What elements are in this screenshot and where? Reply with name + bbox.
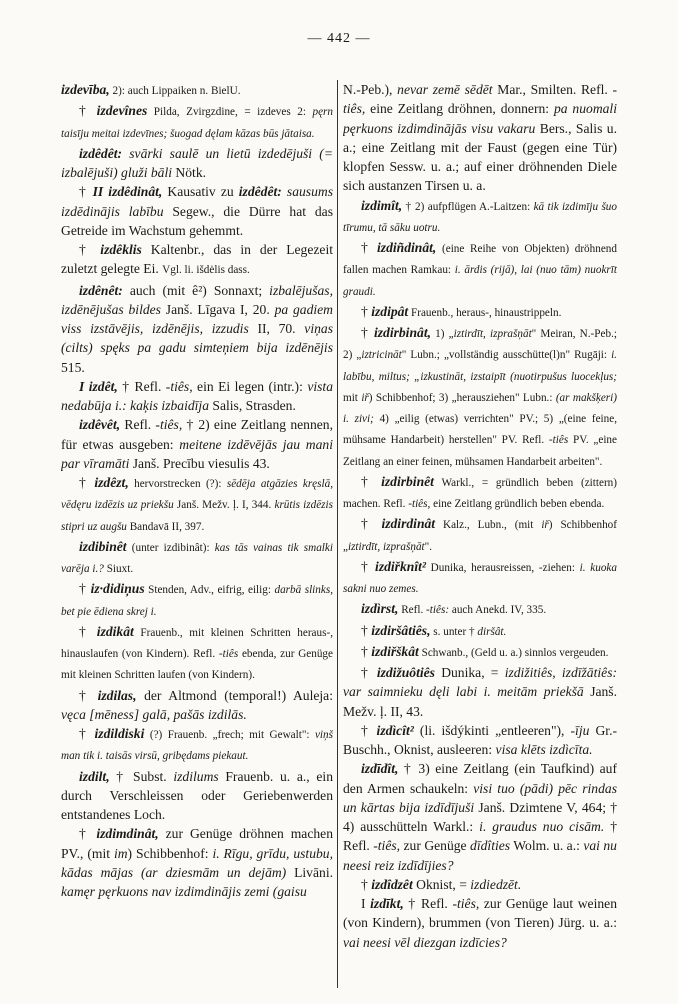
headword: izdibinêt bbox=[79, 538, 127, 554]
headword: izdêdêt: bbox=[238, 184, 282, 200]
entry-text: viņas (cilts) spęks pa gadu simteņiem bija izdēnējis bbox=[61, 321, 333, 356]
entry-text: Kausativ zu bbox=[162, 184, 239, 200]
entry-text: † 2) eine Zeitlang nennen, für etwas ausgeben: bbox=[61, 417, 333, 452]
entry-text: ebenda, zur Genüge mit kleinen Schritten laufen (von Kindern). bbox=[61, 648, 333, 682]
headword: izdirdinât bbox=[381, 516, 436, 532]
entry-text: † Subst. bbox=[109, 768, 174, 784]
entry-text: † bbox=[79, 242, 101, 257]
headword: izdimît, bbox=[361, 197, 403, 213]
headword: izdìcît² bbox=[376, 722, 414, 738]
entry-text: Schwanb., (Geld u. a.) sinnlos vergeuden. bbox=[418, 646, 609, 659]
entry-text: Livāni. bbox=[286, 864, 333, 880]
dictionary-entry bbox=[343, 599, 617, 620]
headword: izdižuôtiês bbox=[376, 665, 435, 680]
entry-text: † Refl. - bbox=[343, 819, 617, 854]
dictionary-entry bbox=[61, 80, 333, 101]
entry-text: † bbox=[361, 240, 377, 255]
entry-text: der Altmond (temporal!) Auleja: bbox=[136, 687, 333, 703]
dictionary-entry bbox=[61, 686, 333, 725]
dictionary-entry bbox=[61, 537, 333, 580]
headword: izdiřškât bbox=[371, 643, 419, 659]
headword: izdiršâtiês, bbox=[371, 622, 431, 638]
dictionary-entry bbox=[61, 579, 333, 622]
entry-text: Wolm. u. a.: bbox=[510, 838, 584, 854]
dictionary-entry bbox=[343, 514, 617, 557]
entry-text: Janš. Precību viesulis 43. bbox=[129, 455, 270, 471]
entry-text: Dunika, = bbox=[434, 665, 505, 680]
entry-text: † bbox=[79, 623, 97, 639]
entry-text: var saimnieku dęli labi i. meitām priekšā bbox=[343, 684, 584, 700]
headword: izdiřknît² bbox=[375, 558, 426, 574]
entry-text: † bbox=[361, 473, 382, 489]
entry-text: Refl. - bbox=[398, 604, 430, 617]
entry-text: " Lubn.; „vollständig ausschütte(l)n" Rugāji: bbox=[401, 349, 612, 362]
entry-text: eine Zeitlang dröhnen, donnern: bbox=[365, 101, 554, 117]
entry-text: vista nedabūja i.: kaķis izbaidīja bbox=[61, 378, 333, 413]
entry-text: iř bbox=[361, 391, 369, 404]
entry-text: zur Genüge laut weinen (von Kindern), brummen (von Tieren) Jürg. u. a.: bbox=[343, 896, 617, 931]
entry-text: dīdîties bbox=[470, 838, 511, 854]
headword: izdīdît, bbox=[361, 761, 399, 777]
entry-text: Siuxt. bbox=[103, 563, 134, 575]
entry-text: Janš. Mežv. ļ. II, 43. bbox=[343, 684, 617, 719]
entry-text: diršât. bbox=[477, 625, 507, 638]
entry-text: PV. „eine Zeitlang an einer feinen, mühsamen Handarbeit arbeiten". bbox=[343, 434, 617, 468]
entry-text: Janš. Līgava I, 20. bbox=[160, 301, 275, 317]
entry-text: sēdēja atgāzies kręslā, vēdęru izdēzis uz priekšu bbox=[61, 478, 333, 512]
headword: izdipât bbox=[371, 303, 409, 319]
dictionary-entry bbox=[61, 767, 333, 825]
column-divider bbox=[337, 80, 338, 988]
entry-text: (ar makšķeri) i. zivi; bbox=[343, 391, 617, 425]
entry-text: † bbox=[361, 876, 372, 892]
entry-text: Frauenb., heraus-, hinaustrippeln. bbox=[408, 306, 562, 319]
entry-text: i. labību, miltus; „izkustināt, izstaipīt (nuotirpušus luocekļus; bbox=[343, 349, 617, 383]
entry-text: Refl. - bbox=[120, 417, 160, 433]
entry-text: Kaltenbr., das in der Legezeit zuletzt gelegte Ei. bbox=[61, 242, 333, 277]
dictionary-entry bbox=[343, 472, 617, 515]
entry-text: Kalz., Lubn., (mit bbox=[435, 519, 542, 532]
entry-text: ". bbox=[424, 540, 433, 553]
entry-text: 4) „eilig (etwas) verrichten" PV.; 5) „(eine feine, mühsame Handarbeit) herstellen" PV. Refl. - bbox=[343, 413, 617, 447]
headword: iz·didiņus bbox=[90, 581, 145, 597]
entry-text: visa klēts izdìcīta. bbox=[495, 742, 593, 757]
entry-text: im bbox=[113, 845, 128, 861]
dictionary-entry bbox=[61, 182, 333, 240]
entry-text: iř bbox=[541, 519, 549, 532]
entry-text: mit bbox=[343, 391, 362, 404]
entry-text: Janš. Mežv. ļ. I, 344. bbox=[173, 499, 275, 512]
entry-text: auch Anekd. IV, 335. bbox=[449, 604, 547, 617]
entry-text: zur Genüge bbox=[400, 838, 471, 854]
entry-text: vai neesi vēl diezgan izdīcies? bbox=[343, 934, 507, 950]
entry-text: I bbox=[361, 896, 371, 911]
entry-text: tiês, bbox=[411, 498, 431, 510]
dictionary-entry bbox=[343, 721, 617, 760]
entry-text: tiês, bbox=[159, 417, 183, 433]
entry-text: hervorstrecken (?): bbox=[128, 478, 227, 490]
entry-text: 1) „ bbox=[431, 328, 454, 340]
headword: izdilas, bbox=[97, 687, 137, 703]
entry-text: kas tās vainas tik smalki varēja i.? bbox=[61, 541, 333, 575]
entry-text: † 3) eine Zeitlang (ein Taufkind) auf den Armen schaukeln: bbox=[343, 761, 617, 796]
entry-text: † bbox=[79, 103, 97, 119]
entry-text: izdilums bbox=[173, 768, 219, 784]
entry-text: ) Schibbenhof: bbox=[127, 845, 213, 861]
entry-text: tiês, bbox=[377, 838, 401, 854]
entry-text: Dunika, herausreissen, -ziehen: bbox=[425, 561, 580, 574]
entry-text: ) Schibbenhof; 3) „herausziehen" Lubn.: bbox=[368, 391, 556, 404]
entry-text: izdižitiês, izdīžātiês: bbox=[504, 665, 617, 680]
dictionary-entry bbox=[61, 240, 333, 281]
dictionary-entry bbox=[61, 144, 333, 183]
entry-text: kamęr pęrkuons nav izdimdinājis zemi (gaisu bbox=[61, 884, 307, 899]
entry-text: iztricināt bbox=[361, 349, 402, 362]
entry-text: † Refl. - bbox=[403, 896, 457, 911]
entry-text: 2): auch Lippaiken n. BielU. bbox=[109, 85, 241, 97]
entry-text: † Refl. - bbox=[117, 378, 171, 394]
dictionary-entry bbox=[61, 415, 333, 473]
entry-text: i. Rīgu, grīdu, ustubu, kādas mājas (ar dziesmām un dejām) bbox=[61, 845, 333, 880]
entry-text: visi tuo (pādi) pēc rindas un kārtas bija izdīdījuši bbox=[343, 780, 617, 815]
entry-text: izbalējušas, izdēnējušas bildes bbox=[61, 282, 333, 317]
headword: izdêklis bbox=[100, 242, 142, 257]
entry-text: krūtis izdēzis stipri uz augšu bbox=[61, 499, 333, 533]
entry-text: pa nuomali pęrkuons izdimdinājās visu vakaru bbox=[343, 101, 617, 136]
entry-text: † bbox=[361, 622, 372, 638]
entry-text: ) Schibbenhof „ bbox=[343, 519, 617, 553]
headword: izdîdzêt bbox=[371, 876, 413, 892]
headword: izdênêt: bbox=[79, 282, 123, 298]
entry-text: † bbox=[79, 184, 93, 200]
entry-text: Warkl., = gründlich beben (zittern) machen. Refl. - bbox=[343, 476, 617, 510]
entry-text: Bers., Salis u. a.; eine Zeitlang mit der Faust (gegen eine Tür) klopfen Sessw. u. a.; auf einer dröhnenden Diele sich austanzen Tirsen u. a. bbox=[343, 120, 617, 194]
page-number: — 442 — bbox=[307, 31, 371, 46]
entry-text: Frauenb. u. a., ein durch Verschleissen oder Geriebenwerden entstandenes Loch. bbox=[61, 768, 333, 822]
entry-text: vai nu neesi reiz izdīdījies? bbox=[343, 838, 617, 873]
entry-text: † bbox=[361, 722, 377, 738]
entry-text: Salis, Strasden. bbox=[209, 398, 296, 413]
entry-text: i. kuoka sakni nuo zemes. bbox=[343, 561, 617, 595]
headword: izdevînes bbox=[96, 103, 148, 119]
entry-text: Pilda, Zvirgzdine, = izdeves 2: bbox=[147, 106, 313, 119]
entry-text: vęca [mēness] galā, pašās izdilās. bbox=[61, 706, 247, 722]
entry-text: (?) Frauenb. „frech; mit Gewalt": bbox=[144, 729, 315, 741]
headword: izdīkt, bbox=[370, 896, 404, 911]
entry-text: (li. išdýkinti „entleeren"), - bbox=[413, 722, 576, 738]
entry-text: † bbox=[361, 303, 372, 319]
entry-text: Mar., Smilten. Refl. - bbox=[492, 82, 617, 97]
entry-text: II, 70. bbox=[248, 321, 305, 336]
entry-text: (eine Reihe von Objekten) dröhnend fallen machen Ramkau: bbox=[343, 243, 617, 277]
entry-text: pa gadiem viss izstāvējis, izdēnējis, izzudis bbox=[61, 301, 333, 336]
dictionary-entry bbox=[61, 473, 333, 537]
entry-text: Oknist, = bbox=[412, 876, 471, 892]
entry-text: darbā slinks, bet pie ēdiena skrej i. bbox=[61, 584, 333, 618]
dictionary-entry bbox=[343, 621, 617, 642]
dictionary-entry bbox=[343, 894, 617, 952]
entry-text: iztirdīt, izprašņāt bbox=[347, 540, 425, 553]
entry-text: viņš man tik i. taisās virsū, gribędams piekaut. bbox=[61, 729, 333, 763]
headword: izdìrst, bbox=[361, 601, 399, 617]
dictionary-entry bbox=[343, 875, 617, 894]
dictionary-entry bbox=[61, 824, 333, 901]
entry-text: tiês: bbox=[429, 604, 450, 617]
entry-text: kā tik izdimīju šuo tīrumu, tā sāku uotru. bbox=[343, 200, 617, 234]
headword: izdiñdinât, bbox=[377, 240, 437, 255]
entry-text: meitene izdēvējās jau mani par vīramāti bbox=[61, 436, 333, 471]
entry-text: svārki saulē un lietū izdedējuši (= izbalējuši) gluži bāli bbox=[61, 145, 333, 180]
entry-text: † bbox=[79, 726, 95, 741]
entry-text: Bandavā II, 397. bbox=[126, 520, 205, 533]
entry-text: † bbox=[79, 581, 91, 597]
entry-text: tiês, bbox=[170, 378, 193, 394]
entry-text: tiês bbox=[552, 434, 569, 447]
entry-text: eine Zeitlang gründlich beben ebenda. bbox=[430, 498, 605, 510]
entry-text: pęrn taisīju meitai izdevīnes; šuogad dęlam kāzas būs jātaisa. bbox=[61, 106, 333, 140]
dictionary-entry bbox=[343, 557, 617, 600]
entry-text: † bbox=[361, 516, 382, 532]
headword: izdêzt, bbox=[94, 475, 129, 490]
headword: izdevība, bbox=[61, 82, 110, 97]
entry-text: iztirdīt, izprašņāt bbox=[453, 328, 532, 340]
dictionary-entry bbox=[343, 302, 617, 323]
dictionary-entry bbox=[61, 622, 333, 686]
entry-text: tiês, bbox=[343, 101, 366, 117]
headword: izdimdinât, bbox=[96, 826, 159, 842]
entry-text: Stenden, Adv., eifrig, eilig: bbox=[144, 584, 275, 597]
headword: izdirbinêt bbox=[381, 473, 434, 489]
dictionary-entry bbox=[61, 281, 333, 377]
entry-text: Vgl. li. išdėlis dass. bbox=[162, 264, 250, 277]
entry-text: Nötk. bbox=[172, 165, 207, 180]
entry-text: N.-Peb.), bbox=[343, 82, 398, 97]
entry-text: † bbox=[361, 558, 376, 574]
entry-text: izdiedzēt. bbox=[470, 876, 522, 892]
entry-text: i. ārdis (rijā), lai (nuo tām) nuokrīt graudi. bbox=[343, 264, 617, 298]
entry-text: † bbox=[361, 665, 377, 680]
entry-text: tiês, bbox=[456, 896, 480, 911]
entry-text: Gr.-Buschh., Oknist, ausleeren: bbox=[343, 722, 617, 757]
headword: izdildiski bbox=[94, 726, 145, 741]
entry-text: Janš. Dzimtene V, 464; † 4) ausschütteln Warkl.: bbox=[343, 799, 617, 834]
entry-text: † bbox=[79, 475, 95, 490]
entry-text: " Meiran, N.-Peb.; 2) „ bbox=[343, 328, 617, 362]
entry-text: zur Genüge dröhnen machen PV., (mit bbox=[61, 826, 333, 861]
entry-text: i. graudus nuo cisām. bbox=[479, 819, 605, 834]
dictionary-entry bbox=[343, 238, 617, 302]
entry-text: tiês bbox=[222, 648, 239, 660]
left-column bbox=[61, 80, 333, 994]
headword: izdêvêt, bbox=[79, 417, 121, 433]
dictionary-entry bbox=[61, 101, 333, 144]
entry-text: auch (mit ê²) Sonnaxt; bbox=[122, 282, 270, 298]
dictionary-entry bbox=[343, 663, 617, 721]
dictionary-entry bbox=[343, 196, 617, 239]
entry-text: sausums izdēdinājis labību bbox=[61, 184, 333, 219]
headword: II izdêdinât, bbox=[92, 184, 163, 200]
entry-text: 515. bbox=[61, 359, 85, 375]
entry-text: † bbox=[79, 826, 97, 842]
dictionary-entry bbox=[343, 642, 617, 663]
entry-text: † bbox=[361, 643, 372, 659]
entry-text: † bbox=[361, 325, 374, 340]
headword: izdirbinât, bbox=[373, 325, 431, 340]
entry-text: nevar zemē sēdēt bbox=[397, 82, 493, 97]
dictionary-entry bbox=[343, 759, 617, 875]
entry-text: Frauenb., mit kleinen Schritten heraus-, hinauslaufen (von Kindern). Refl. - bbox=[61, 626, 333, 660]
entry-text: † 2) aufpflügen A.-Laitzen: bbox=[402, 200, 534, 213]
entry-text: īju bbox=[575, 722, 590, 738]
entry-text: s. unter † bbox=[430, 625, 478, 638]
headword: izdêdêt: bbox=[79, 145, 123, 161]
entry-text: (unter izdibinât): bbox=[126, 541, 215, 554]
headword: izdikât bbox=[96, 623, 134, 639]
headword: I izdêt, bbox=[79, 378, 118, 394]
dictionary-entry bbox=[61, 377, 333, 416]
right-column bbox=[343, 80, 617, 994]
entry-text: † bbox=[79, 687, 98, 703]
entry-text: Segew., die Dürre hat das Getreide im Wachstum gehemmt. bbox=[61, 203, 333, 238]
dictionary-entry bbox=[61, 724, 333, 767]
dictionary-entry bbox=[343, 323, 617, 472]
entry-text: ein Ei legen (intr.): bbox=[192, 378, 308, 394]
dictionary-entry bbox=[343, 80, 617, 196]
headword: izdilt, bbox=[79, 768, 110, 784]
